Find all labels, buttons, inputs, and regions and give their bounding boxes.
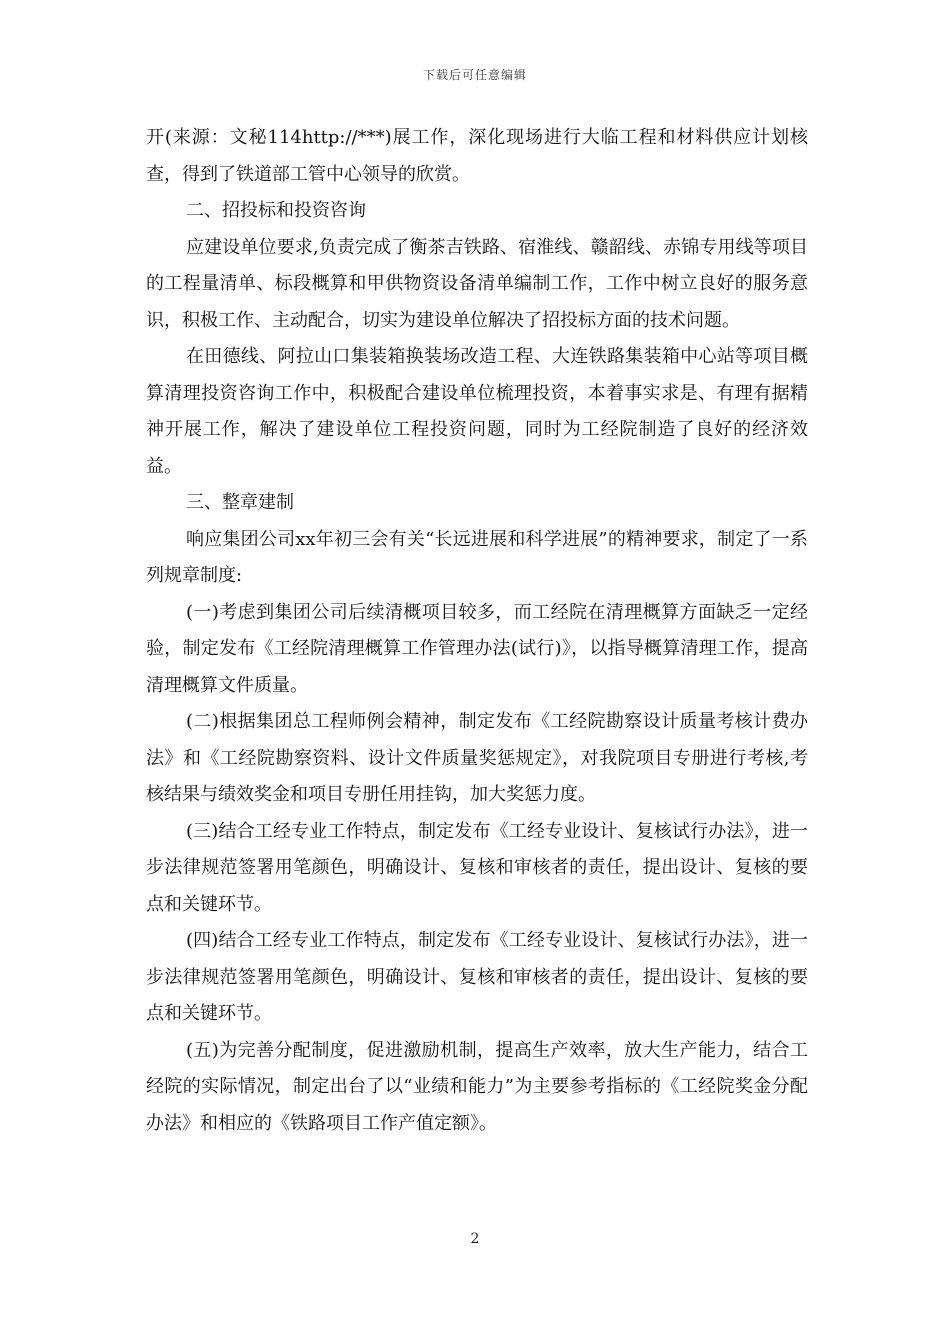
list-item-1: (一)考虑到集团公司后续清概项目较多，而工经院在清理概算方面缺乏一定经验，制定发布《工经院清理概算工作管理办法(试行)》，以指导概算清理工作，提高清理概算文件质量。 [146,601,808,696]
page-header: 下载后可任意编辑 [422,68,527,82]
paragraph-1: 开(来源：文秘114http://***)展工作，深化现场进行大临工程和材料供应计划核查，得到了铁道部工管中心领导的欣赏。 [146,127,808,185]
paragraph-6: 响应集团公司xx年初三会有关“长远进展和科学进展”的精神要求，制定了一系列规章制度: [146,528,808,586]
section-heading-3: 三、整章建制 [186,492,294,513]
page-number: 2 [470,1231,480,1247]
section-heading-2: 二、招投标和投资咨询 [186,200,366,221]
list-item-4: (四)结合工经专业工作特点，制定发布《工经专业设计、复核试行办法》，进一步法律规范签署用笔颜色，明确设计、复核和审核者的责任，提出设计、复核的要点和关键环节。 [146,930,808,1024]
paragraph-4: 在田德线、阿拉山口集装箱换装场改造工程、大连铁路集装箱中心站等项目概算清理投资咨询工作中，积极配合建设单位梳理投资，本着事实求是、有理有据精神开展工作，解决了建设单位工程投资问题，同时为工经院制造了良好的经济效益。 [146,346,808,477]
document-body [146,120,808,1142]
list-item-3: (三)结合工经专业工作特点，制定发布《工经专业设计、复核试行办法》，进一步法律规范签署用笔颜色，明确设计、复核和审核者的责任，提出设计、复核的要点和关键环节。 [146,820,808,915]
list-item-5: (五)为完善分配制度，促进激励机制，提高生产效率，放大生产能力，结合工经院的实际情况，制定出台了以“业绩和能力”为主要参考指标的《工经院奖金分配办法》和相应的《铁路项目工作产值定额》。 [146,1039,808,1134]
list-item-2: (二)根据集团总工程师例会精神，制定发布《工经院勘察设计质量考核计费办法》和《工经院勘察资料、设计文件质量奖惩规定》，对我院项目专册进行考核,考核结果与绩效奖金和项目专册任用挂钩，加大奖惩力度。 [146,711,808,805]
paragraph-3: 应建设单位要求,负责完成了衡茶吉铁路、宿淮线、赣韶线、赤锦专用线等项目的工程量清单、标段概算和甲供物资设备清单编制工作，工作中树立良好的服务意识，积极工作、主动配合，切实为建设单位解决了招投标方面的技术问题。 [146,236,808,331]
